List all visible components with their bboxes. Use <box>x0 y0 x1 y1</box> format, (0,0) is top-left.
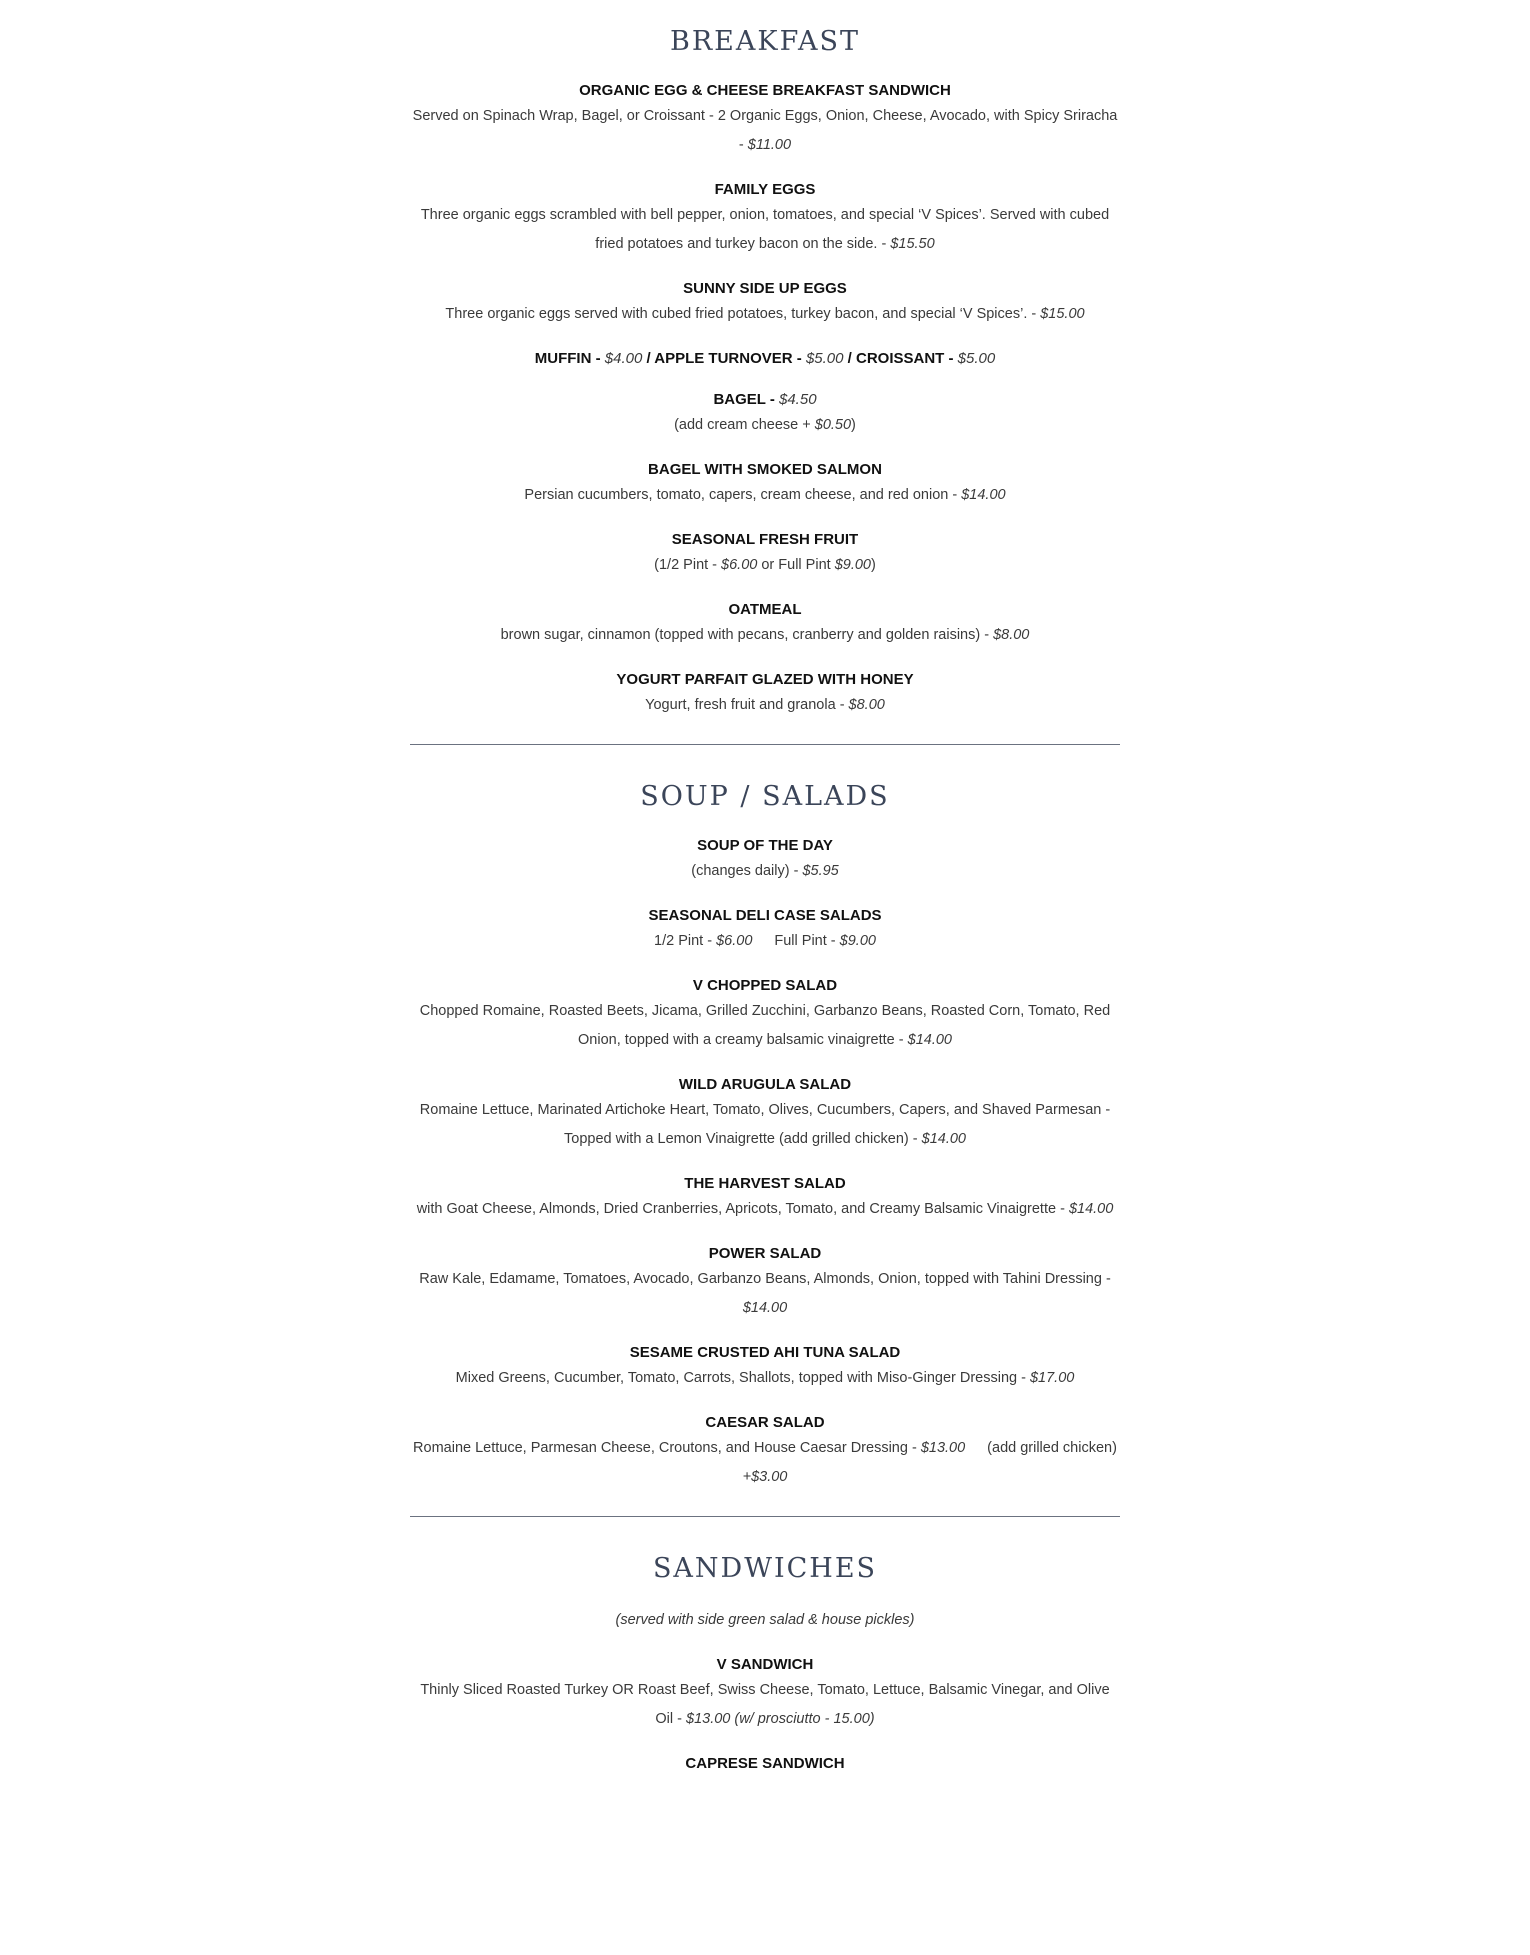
item-price: $14.00 <box>961 487 1006 503</box>
item-name: ORGANIC EGG & CHEESE BREAKFAST SANDWICH <box>579 82 951 99</box>
item-price: $13.00 (w/ prosciutto - 15.00) <box>686 1711 875 1727</box>
item-price: $15.00 <box>1040 306 1085 322</box>
item-name: BAGEL WITH SMOKED SALMON <box>648 461 882 478</box>
sandwiches-section <box>410 1516 1120 1775</box>
item-name: CAPRESE SANDWICH <box>685 1755 845 1772</box>
item-description: Yogurt, fresh fruit and granola - $8.00 <box>645 697 885 713</box>
muffin-label: MUFFIN - <box>534 350 605 367</box>
menu-page <box>410 0 1120 1775</box>
item-description: Romaine Lettuce, Parmesan Cheese, Croutons, and House Caesar Dressing - $13.00 (add grilled chicken) +$3.00 <box>413 1440 1117 1485</box>
menu-item <box>410 79 1120 160</box>
sandwiches-note: (served with side green salad & house pickles) <box>615 1612 915 1628</box>
item-name: THE HARVEST SALAD <box>684 1175 846 1192</box>
menu-item <box>410 277 1120 329</box>
item-description: Served on Spinach Wrap, Bagel, or Croissant - 2 Organic Eggs, Onion, Cheese, Avocado, with Spicy Sriracha - $11.00 <box>412 108 1118 153</box>
croissant-label: / CROISSANT - <box>843 350 958 367</box>
menu-item <box>410 1752 1120 1775</box>
item-description: (1/2 Pint - $6.00 or Full Pint $9.00) <box>654 557 876 573</box>
croissant-price: $5.00 <box>957 350 996 367</box>
section-title-soup-salads: SOUP / SALADS <box>640 781 890 812</box>
item-description: 1/2 Pint - $6.00 Full Pint - $9.00 <box>654 933 876 949</box>
menu-item <box>410 1341 1120 1393</box>
turnover-label: / APPLE TURNOVER - <box>642 350 806 367</box>
item-name: BAGEL - <box>713 391 779 408</box>
item-name: V CHOPPED SALAD <box>692 977 838 994</box>
item-price: $14.00 <box>921 1131 966 1147</box>
item-price: $14.00 <box>907 1032 952 1048</box>
menu-item-bagel <box>410 388 1120 440</box>
menu-item <box>410 668 1120 720</box>
item-price: $11.00 <box>747 137 792 153</box>
item-price: $8.00 <box>848 697 885 713</box>
menu-item <box>410 458 1120 510</box>
item-price: $17.00 <box>1029 1370 1075 1386</box>
item-name: POWER SALAD <box>708 1245 822 1262</box>
menu-item <box>410 1172 1120 1224</box>
item-price: $4.50 <box>779 391 817 408</box>
menu-item <box>410 598 1120 650</box>
item-description: (add cream cheese + $0.50) <box>674 417 856 433</box>
item-name: OATMEAL <box>728 601 802 618</box>
menu-item <box>410 1242 1120 1323</box>
menu-item <box>410 178 1120 259</box>
item-description: Three organic eggs served with cubed fried potatoes, turkey bacon, and special ‘V Spices’. - $15.00 <box>445 306 1085 322</box>
item-price: $8.00 <box>993 627 1030 643</box>
item-description: Mixed Greens, Cucumber, Tomato, Carrots, Shallots, topped with Miso-Ginger Dressing - $17.00 <box>455 1370 1075 1386</box>
item-description: Romaine Lettuce, Marinated Artichoke Heart, Tomato, Olives, Cucumbers, Capers, and Shaved Parmesan - Topped with a Lemon Vinaigrette (add grilled chicken) - $14.00 <box>419 1102 1111 1147</box>
item-description: Raw Kale, Edamame, Tomatoes, Avocado, Garbanzo Beans, Almonds, Onion, topped with Tahini Dressing - $14.00 <box>419 1271 1111 1316</box>
item-price: $5.95 <box>802 863 839 879</box>
item-name: SOUP OF THE DAY <box>697 837 833 854</box>
section-title-sandwiches: SANDWICHES <box>652 1553 878 1584</box>
item-description: brown sugar, cinnamon (topped with pecans, cranberry and golden raisins) - $8.00 <box>500 627 1030 643</box>
item-name: WILD ARUGULA SALAD <box>678 1076 852 1093</box>
menu-item <box>410 834 1120 886</box>
item-price: $14.00 <box>742 1300 788 1316</box>
item-price: $14.00 <box>1068 1201 1114 1217</box>
soup-salads-section <box>410 744 1120 1492</box>
menu-item <box>410 974 1120 1055</box>
item-name: SESAME CRUSTED AHI TUNA SALAD <box>629 1344 901 1361</box>
item-name: YOGURT PARFAIT GLAZED WITH HONEY <box>616 671 914 688</box>
menu-item-deli <box>410 904 1120 956</box>
pastries-line <box>410 347 1120 370</box>
item-description: Thinly Sliced Roasted Turkey OR Roast Beef, Swiss Cheese, Tomato, Lettuce, Balsamic Vinegar, and Olive Oil - $13.00 (w/ prosciutto - 15.00) <box>420 1682 1110 1727</box>
muffin-price: $4.00 <box>604 350 643 367</box>
section-title-breakfast: BREAKFAST <box>670 26 860 57</box>
item-description: (changes daily) - $5.95 <box>691 863 839 879</box>
menu-item <box>410 1653 1120 1734</box>
item-name: FAMILY EGGS <box>714 181 816 198</box>
item-description: with Goat Cheese, Almonds, Dried Cranberries, Apricots, Tomato, and Creamy Balsamic Vinaigrette - $14.00 <box>416 1201 1114 1217</box>
breakfast-section <box>410 0 1120 720</box>
item-description: Chopped Romaine, Roasted Beets, Jicama, Grilled Zucchini, Garbanzo Beans, Roasted Corn, Tomato, Red Onion, topped with a creamy balsamic vinaigrette - $14.00 <box>419 1003 1111 1048</box>
menu-item-fruit <box>410 528 1120 580</box>
item-name: SEASONAL DELI CASE SALADS <box>648 907 882 924</box>
item-price: $15.50 <box>890 236 935 252</box>
item-description: Three organic eggs scrambled with bell pepper, onion, tomatoes, and special ‘V Spices’. Served with cubed fried potatoes and turkey bacon on the side. - $15.50 <box>420 207 1110 252</box>
item-name: SUNNY SIDE UP EGGS <box>683 280 847 297</box>
item-name: CAESAR SALAD <box>705 1414 825 1431</box>
item-description: Persian cucumbers, tomato, capers, cream cheese, and red onion - $14.00 <box>524 487 1006 503</box>
item-name: V SANDWICH <box>716 1656 814 1673</box>
item-name: SEASONAL FRESH FRUIT <box>671 531 859 548</box>
menu-item-caesar <box>410 1411 1120 1492</box>
turnover-price: $5.00 <box>805 350 844 367</box>
menu-item <box>410 1073 1120 1154</box>
